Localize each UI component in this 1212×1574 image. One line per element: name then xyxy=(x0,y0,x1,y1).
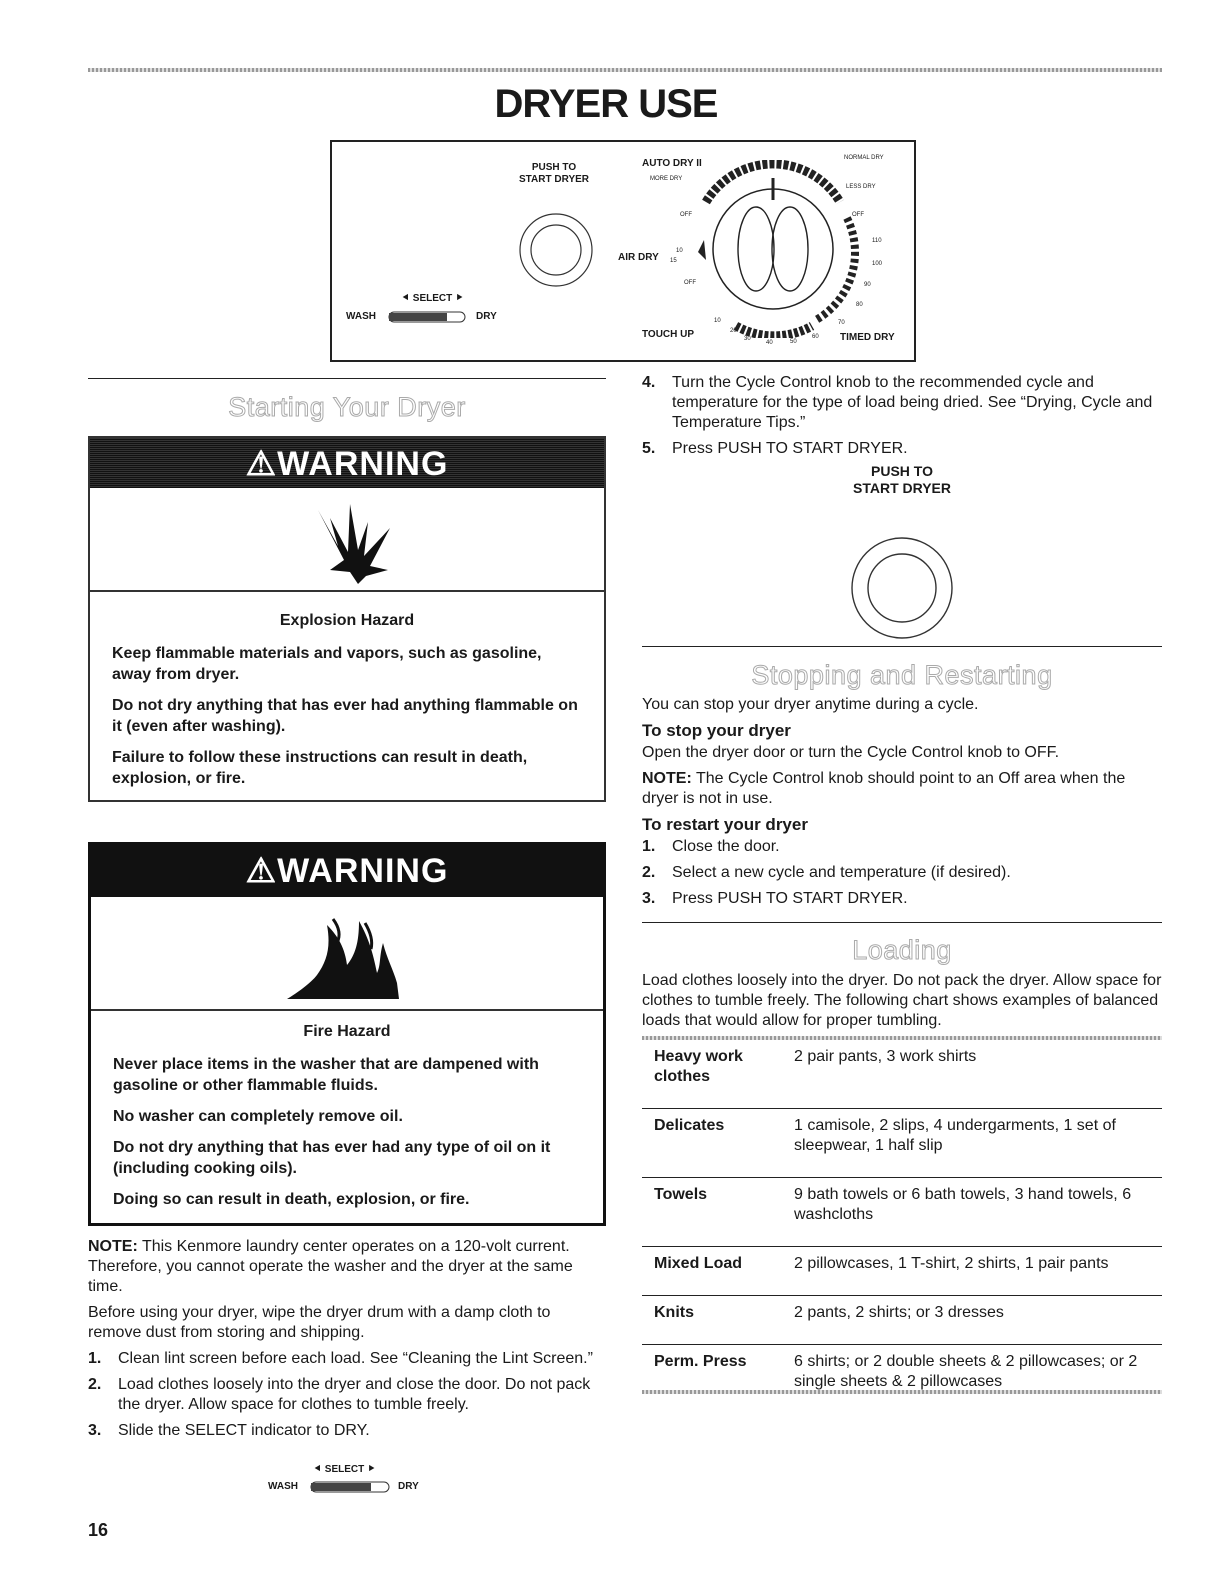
select-label: SELECT xyxy=(412,293,453,304)
hazard-type: Fire Hazard xyxy=(303,1023,391,1040)
list-item: 2. Load clothes loosely into the dryer and close the door. Do not pack the dryer. Allow space for clothes to tumble freely. xyxy=(88,1376,591,1413)
balanced-loads-table xyxy=(642,1040,1162,1413)
list-item: 3. Slide the SELECT indicator to DRY. xyxy=(88,1422,370,1439)
list-item: 1. Close the door. xyxy=(642,838,780,855)
stop-heading: To stop your dryer xyxy=(642,721,791,740)
warning-triangle-icon: ⚠ xyxy=(245,852,278,890)
page-number: 16 xyxy=(88,1520,109,1540)
fire-warning-box xyxy=(88,842,606,1226)
list-item: 5. Press PUSH TO START DRYER. xyxy=(642,440,908,457)
wash-label: WASH xyxy=(346,311,376,322)
table-row: Delicates 1 camisole, 2 slips, 4 undergarments, 1 set of sleepwear, 1 half slip xyxy=(642,1109,1162,1178)
section-rule xyxy=(642,922,1162,923)
time-tick: 10 xyxy=(714,318,721,324)
note-label: NOTE: xyxy=(642,770,692,787)
table-row: Towels 9 bath towels or 6 bath towels, 3 hand towels, 6 washcloths xyxy=(642,1178,1162,1247)
stopping-heading: Stopping and Restarting xyxy=(751,660,1053,690)
loading-heading: Loading xyxy=(852,935,952,965)
temp-tick: 70 xyxy=(838,320,845,326)
more-dry-label: MORE DRY xyxy=(650,176,683,182)
starting-instructions xyxy=(88,1237,608,1447)
explosion-warning-box xyxy=(88,436,606,802)
normal-dry-label: NORMAL DRY xyxy=(844,155,884,161)
note-text: This Kenmore laundry center operates on a 120-volt current. Therefore, you cannot operate the washer and the dryer at the same time. xyxy=(88,1238,573,1295)
top-rule xyxy=(88,68,1162,72)
select-slider-icon xyxy=(388,310,468,324)
restart-heading: To restart your dryer xyxy=(642,815,808,834)
warning-line: Do not dry anything that has ever had any type of oil on it (including cooking oils). xyxy=(113,1139,551,1177)
select-arrow-right-icon: ⯈ xyxy=(452,293,464,304)
explosion-hazard-icon xyxy=(308,500,398,584)
section-rule xyxy=(88,378,606,379)
start-button-icon xyxy=(850,536,954,640)
warning-line: Keep flammable materials and vapors, such as gasoline, away from dryer. xyxy=(112,645,542,683)
air-tick: 10 xyxy=(676,248,683,254)
cycle-control-knob-icon xyxy=(684,160,862,338)
before-text: Before using your dryer, wipe the dryer drum with a damp cloth to remove dust from storing and shipping. xyxy=(88,1304,551,1341)
time-tick: 30 xyxy=(744,336,751,342)
hazard-type: Explosion Hazard xyxy=(279,612,415,629)
stopping-section xyxy=(642,695,1162,915)
table-row: Perm. Press 6 shirts; or 2 double sheets & 2 pillowcases; or 2 single sheets & 2 pillowcases xyxy=(654,1353,1138,1390)
select-arrow-right-icon: ⯈ xyxy=(364,1464,376,1475)
start-dryer-label: START DRYER xyxy=(853,480,951,496)
note-text: The Cycle Control knob should point to an Off area when the dryer is not in use. xyxy=(642,770,1126,807)
warning-triangle-icon: ⚠ xyxy=(245,445,278,483)
timed-dry-label: TIMED DRY xyxy=(840,332,895,343)
page-title: DRYER USE xyxy=(494,82,718,126)
select-label: SELECT xyxy=(324,1464,365,1475)
warning-line: Failure to follow these instructions can result in death, explosion, or fire. xyxy=(112,749,528,787)
touch-up-label: TOUCH UP xyxy=(642,329,695,340)
loading-text: Load clothes loosely into the dryer. Do not pack the dryer. Allow space for clothes to tumble freely. The following chart shows examples of balanced loads that would allow for proper tumbling. xyxy=(642,972,1162,1029)
temp-tick: 110 xyxy=(872,238,882,244)
list-item: 2. Select a new cycle and temperature (if desired). xyxy=(642,864,1011,881)
time-tick: 60 xyxy=(812,334,819,340)
fire-hazard-icon xyxy=(287,913,407,1005)
section-rule xyxy=(642,646,1162,647)
temp-tick: 100 xyxy=(872,261,883,267)
off-label: OFF xyxy=(852,212,864,218)
list-item: 3. Press PUSH TO START DRYER. xyxy=(642,890,908,907)
push-to-label: PUSH TO xyxy=(531,162,577,173)
time-tick: 20 xyxy=(730,328,737,334)
dry-label: DRY xyxy=(476,311,497,322)
warning-line: Do not dry anything that has ever had anything flammable on it (even after washing). xyxy=(112,697,578,735)
warning-line: No washer can completely remove oil. xyxy=(113,1108,403,1125)
note-label: NOTE: xyxy=(88,1238,138,1255)
less-dry-label: LESS DRY xyxy=(846,184,876,190)
wash-label: WASH xyxy=(268,1481,298,1492)
list-item: 4. Turn the Cycle Control knob to the recommended cycle and temperature for the type of load being dried. See “Drying, Cycle and Temperature Tips.” xyxy=(642,374,1153,431)
stop-text: Open the dryer door or turn the Cycle Control knob to OFF. xyxy=(642,744,1060,761)
table-bottom-rule xyxy=(642,1390,1162,1394)
auto-dry-label: AUTO DRY II xyxy=(642,158,702,169)
off-label: OFF xyxy=(684,280,696,286)
warning-line: Doing so can result in death, explosion, or fire. xyxy=(113,1191,470,1208)
time-tick: 50 xyxy=(790,339,797,345)
warning-line: Never place items in the washer that are dampened with gasoline or other flammable fluids. xyxy=(113,1056,539,1094)
dry-label: DRY xyxy=(398,1481,419,1492)
air-dry-label: AIR DRY xyxy=(618,252,659,263)
list-item: 1. Clean lint screen before each load. See “Cleaning the Lint Screen.” xyxy=(88,1350,593,1367)
start-dryer-label: START DRYER xyxy=(519,174,589,185)
off-label: OFF xyxy=(680,212,692,218)
stopping-intro: You can stop your dryer anytime during a cycle. xyxy=(642,696,979,713)
temp-tick: 90 xyxy=(864,282,871,288)
push-to-label: PUSH TO xyxy=(871,463,933,479)
starting-heading: Starting Your Dryer xyxy=(228,392,466,422)
air-tick: 15 xyxy=(670,258,677,264)
temp-tick: 80 xyxy=(856,302,863,308)
warning-title: WARNING xyxy=(277,445,449,483)
control-panel-diagram xyxy=(330,140,916,362)
right-steps xyxy=(642,373,1162,465)
select-slider-icon xyxy=(310,1480,392,1494)
table-row: Mixed Load 2 pillowcases, 1 T-shirt, 2 shirts, 1 pair pants xyxy=(642,1247,1162,1296)
select-arrow-left-icon: ⯇ xyxy=(402,293,413,304)
table-row: Heavy work clothes 2 pair pants, 3 work shirts xyxy=(642,1040,1162,1109)
time-tick: 40 xyxy=(766,340,773,346)
start-button-icon xyxy=(518,212,594,288)
table-row: Knits 2 pants, 2 shirts; or 3 dresses xyxy=(642,1296,1162,1345)
select-arrow-left-icon: ⯇ xyxy=(314,1464,325,1475)
warning-title: WARNING xyxy=(277,852,449,890)
